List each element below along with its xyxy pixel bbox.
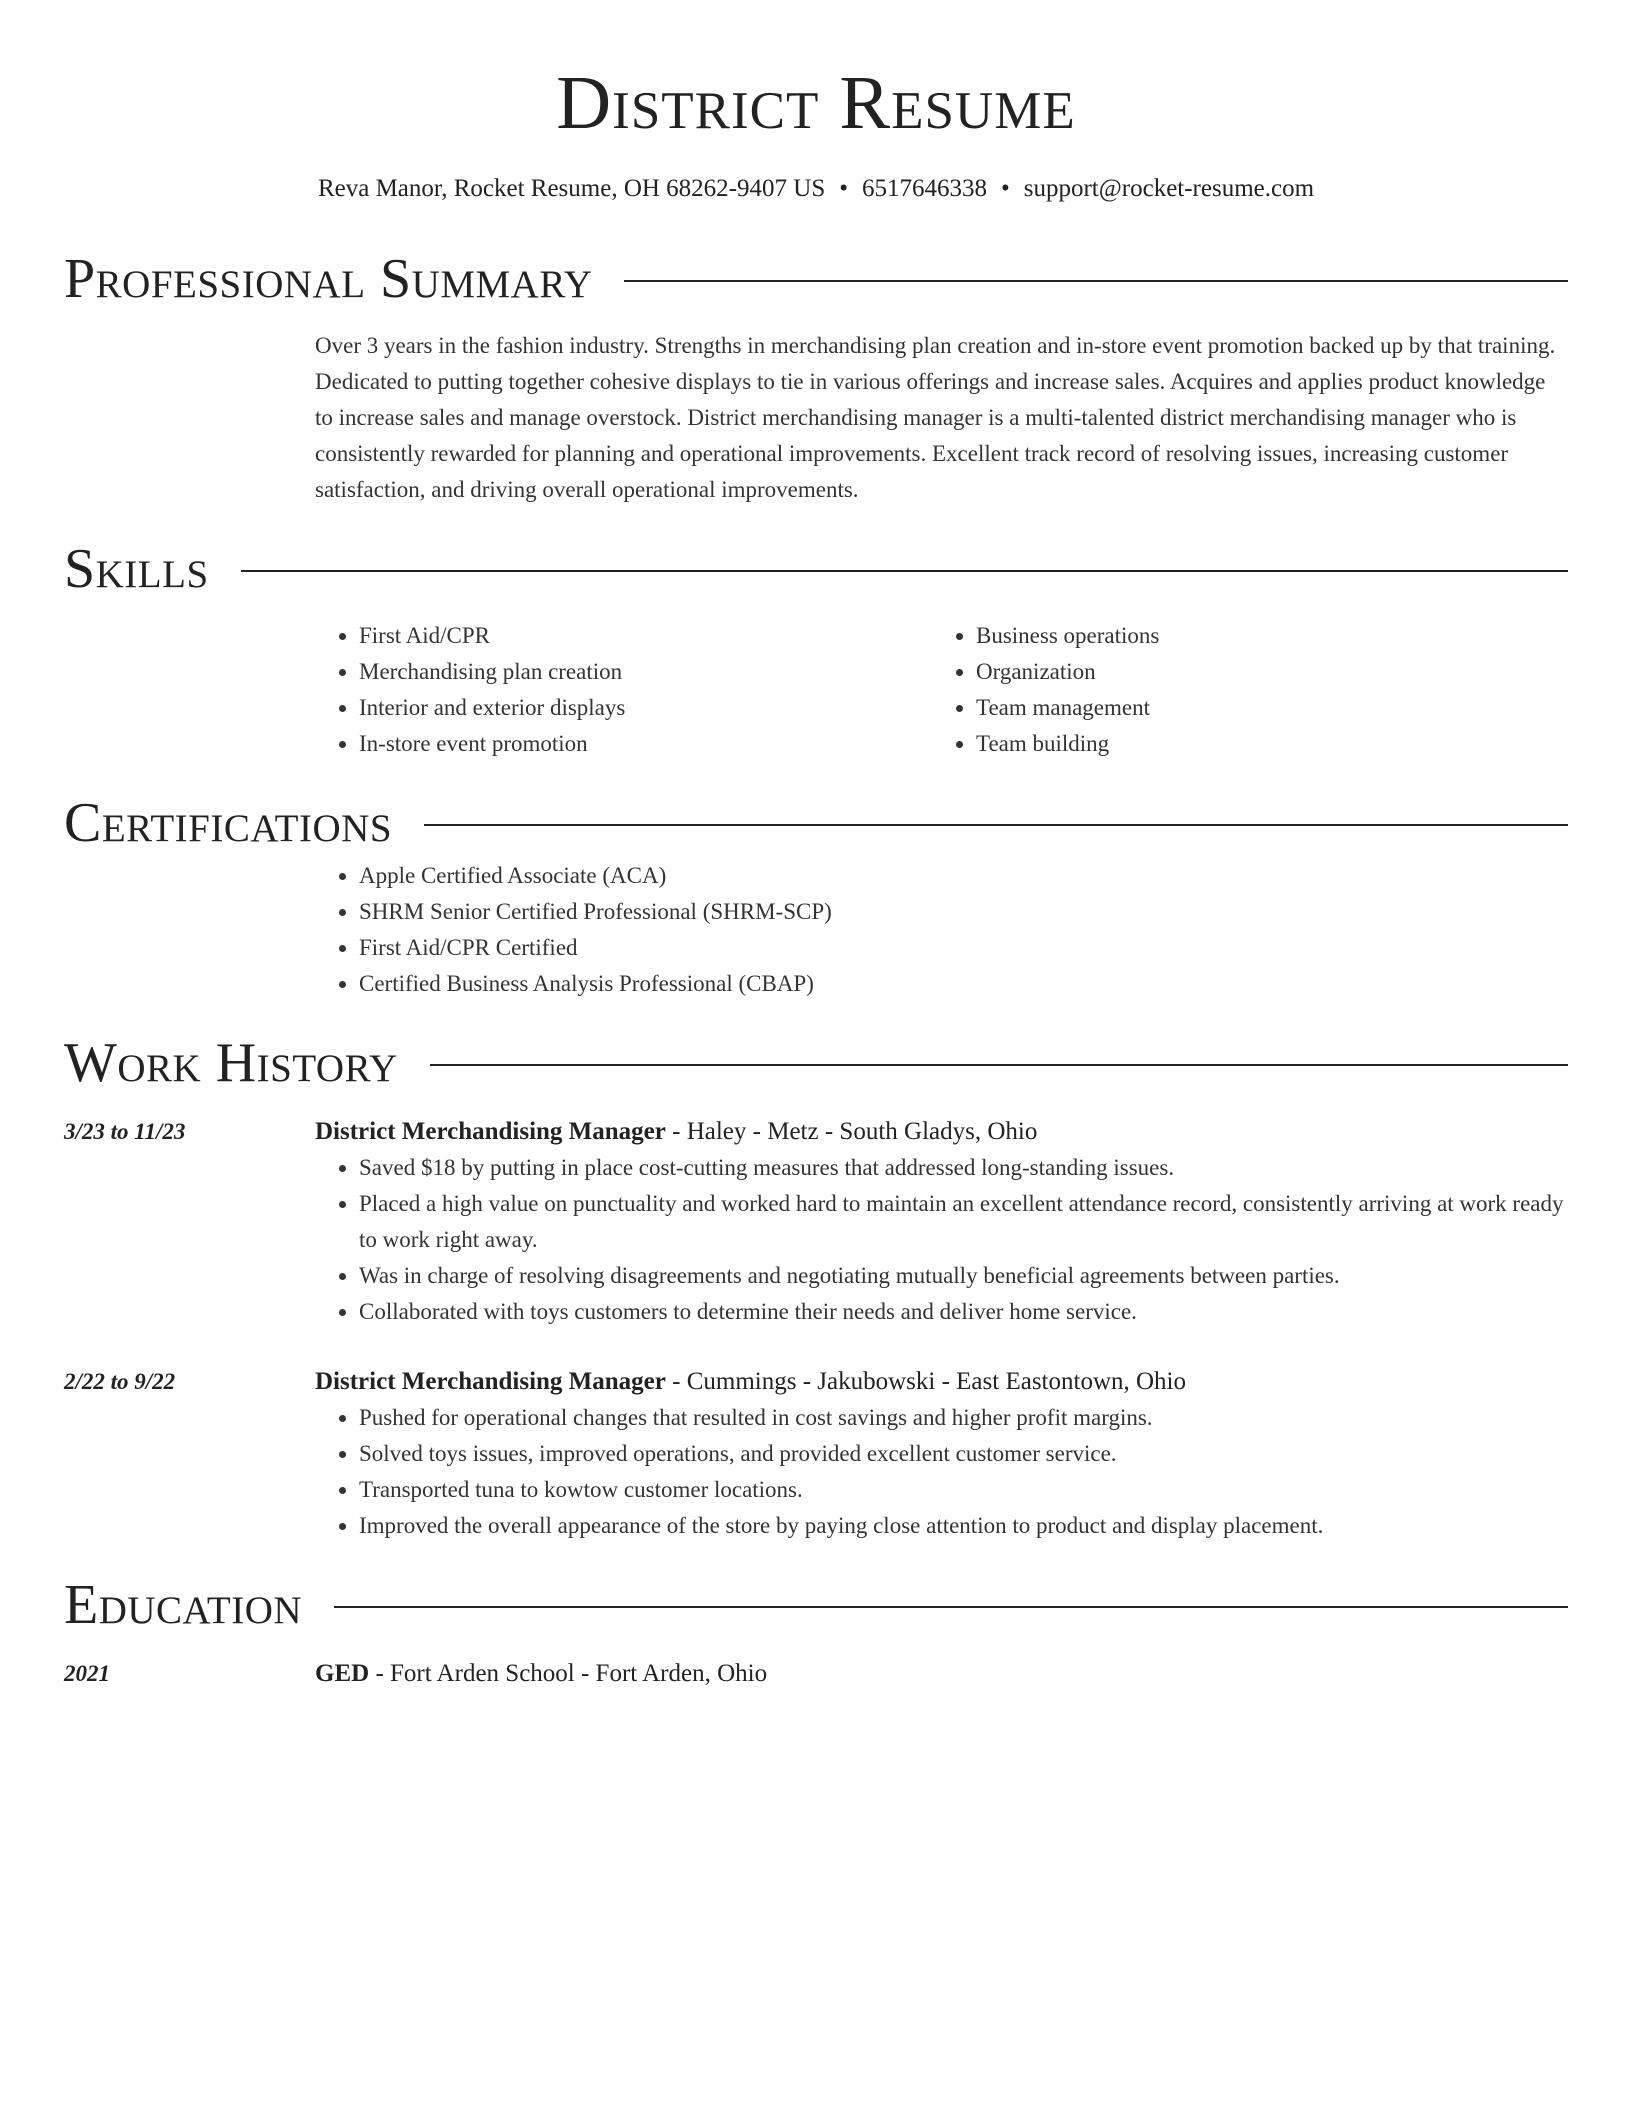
summary-section-title: Professional Summary <box>64 248 593 310</box>
resume-name: District Resume <box>556 61 1076 145</box>
work-entry-dates: 2/22 to 9/22 <box>64 1369 176 1394</box>
work-bullet: • Solved toys issues, improved operations, and provided excellent customer service. <box>359 1436 1568 1472</box>
work-entry-role: District Merchandising Manager <box>315 1368 666 1395</box>
certifications-section-body <box>315 858 1568 1002</box>
work-entry-title <box>315 1364 1568 1400</box>
skill-item: • Team building <box>976 726 1549 762</box>
work-entry <box>64 1114 1568 1330</box>
contact-email: support@rocket-resume.com <box>1023 175 1315 202</box>
certifications-list <box>315 858 1568 1002</box>
summary-section-body <box>315 328 1568 508</box>
work-entry-bullets <box>315 1400 1568 1544</box>
work-entry-title <box>315 1114 1568 1150</box>
skills-column-right <box>932 618 1549 762</box>
work-entry-details: - Cummings - Jakubowski - East Eastontown, Ohio <box>665 1368 1186 1395</box>
work-bullet: • Improved the overall appearance of the store by paying close attention to product and display placement. <box>359 1508 1568 1544</box>
certifications-section-header <box>64 788 1568 858</box>
skill-item: • Business operations <box>976 618 1549 654</box>
work-entry-role: District Merchandising Manager <box>315 1118 666 1145</box>
certification-item: • SHRM Senior Certified Professional (SHRM-SCP) <box>359 894 1568 930</box>
work-entry-dates: 3/23 to 11/23 <box>64 1119 186 1144</box>
section-divider <box>241 570 1568 572</box>
work-bullet: • Pushed for operational changes that resulted in cost savings and higher profit margins. <box>359 1400 1568 1436</box>
skills-section-header <box>64 534 1568 604</box>
education-entry-content <box>315 1656 1568 1692</box>
resume-page <box>64 0 1568 1692</box>
education-entry <box>64 1656 1568 1692</box>
education-degree: GED <box>315 1660 370 1687</box>
work-entry-bullets <box>315 1150 1568 1330</box>
education-entry-title <box>315 1656 1568 1692</box>
contact-separator: • <box>1000 175 1010 202</box>
education-year: 2021 <box>64 1661 110 1686</box>
summary-text: Over 3 years in the fashion industry. Strengths in merchandising plan creation and in-store event promotion backed up by that training. Dedicated to putting together cohesive displays to tie in various offerings and increase sales. Acquires and applies product knowledge to increase sales and manage overstock. District merchandising manager is a multi-talented district merchandising manager who is consistently rewarded for planning and operational improvements. Excellent track record of resolving issues, increasing customer satisfaction, and driving overall operational improvements. <box>315 333 1556 502</box>
certification-item: • Certified Business Analysis Professional (CBAP) <box>359 966 1568 1002</box>
education-details: - Fort Arden School - Fort Arden, Ohio <box>369 1660 768 1687</box>
work-entry-details: - Haley - Metz - South Gladys, Ohio <box>665 1118 1038 1145</box>
skill-item: • In-store event promotion <box>359 726 932 762</box>
skill-item: • First Aid/CPR <box>359 618 932 654</box>
work-bullet: • Placed a high value on punctuality and worked hard to maintain an excellent attendance record, consistently arriving at work ready to work right away. <box>359 1186 1568 1258</box>
skill-item: • Interior and exterior displays <box>359 690 932 726</box>
work-bullet: • Transported tuna to kowtow customer locations. <box>359 1472 1568 1508</box>
section-divider <box>424 824 1568 826</box>
skills-list-right <box>932 618 1549 762</box>
contact-separator: • <box>839 175 848 202</box>
section-divider <box>624 280 1568 282</box>
skills-list-left <box>315 618 932 762</box>
certifications-section-title: Certifications <box>64 792 393 854</box>
education-section-header <box>64 1570 1568 1640</box>
work-bullet: • Was in charge of resolving disagreements and negotiating mutually beneficial agreements between parties. <box>359 1258 1568 1294</box>
contact-phone: 6517646338 <box>861 175 987 202</box>
section-divider <box>430 1064 1568 1066</box>
skills-column-left <box>315 618 932 762</box>
skill-item: • Team management <box>976 690 1549 726</box>
work-entry-content <box>315 1114 1568 1330</box>
education-section-title: Education <box>64 1574 303 1636</box>
work-section-title: Work History <box>64 1032 398 1094</box>
skills-section-body <box>315 618 1568 762</box>
certification-item: • First Aid/CPR Certified <box>359 930 1568 966</box>
work-bullet: • Collaborated with toys customers to determine their needs and deliver home service. <box>359 1294 1568 1330</box>
contact-line <box>64 172 1568 206</box>
skill-item: • Organization <box>976 654 1549 690</box>
contact-address: Reva Manor, Rocket Resume, OH 68262-9407 US <box>317 175 826 202</box>
certification-item: • Apple Certified Associate (ACA) <box>359 858 1568 894</box>
work-entry <box>64 1364 1568 1544</box>
work-section-header <box>64 1028 1568 1098</box>
skills-section-title: Skills <box>64 538 209 600</box>
work-bullet: • Saved $18 by putting in place cost-cutting measures that addressed long-standing issues. <box>359 1150 1568 1186</box>
skill-item: • Merchandising plan creation <box>359 654 932 690</box>
section-divider <box>334 1606 1568 1608</box>
summary-section-header <box>64 244 1568 314</box>
skills-grid <box>315 618 1568 762</box>
work-entry-content <box>315 1364 1568 1544</box>
